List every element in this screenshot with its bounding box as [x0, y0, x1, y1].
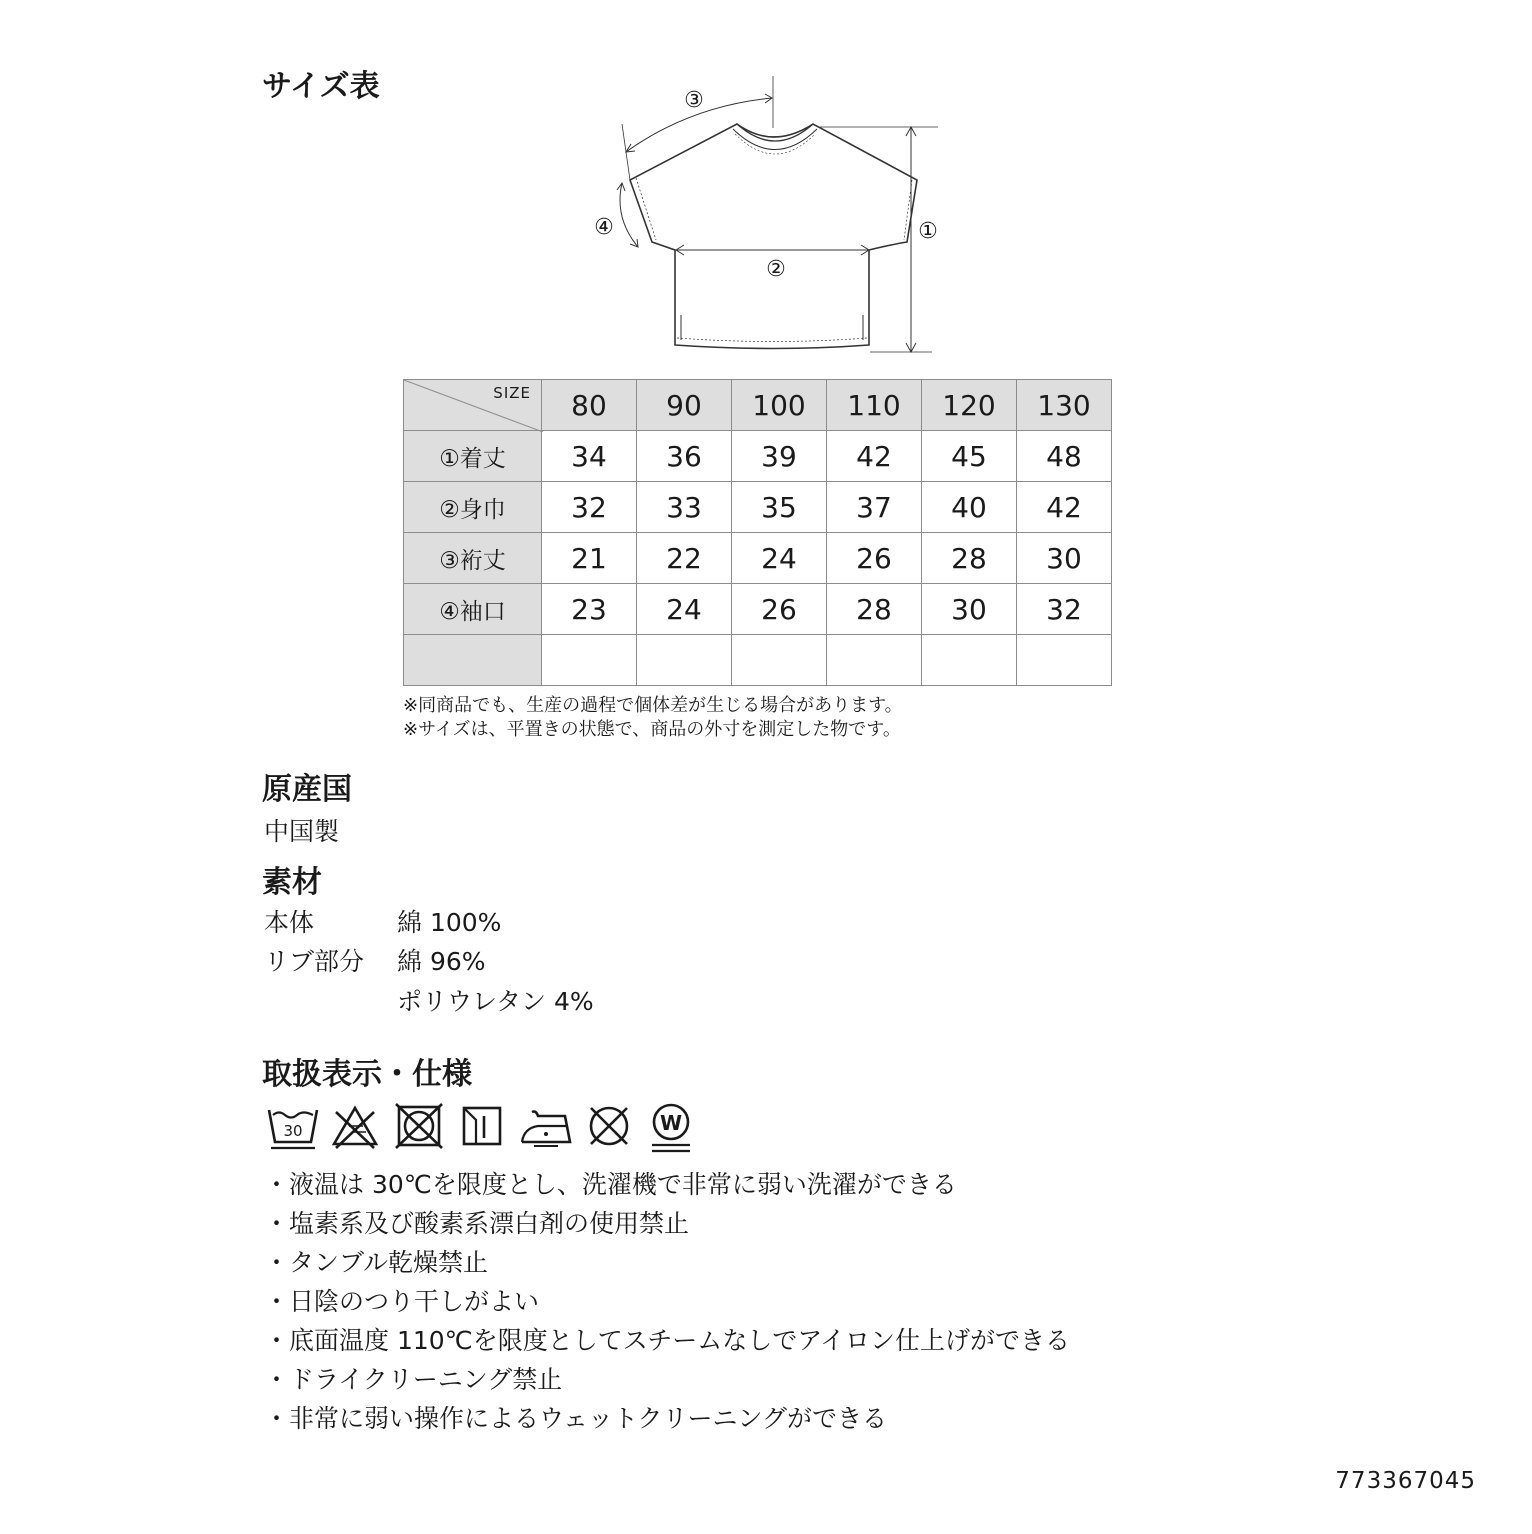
material-title: 素材 — [262, 865, 322, 900]
table-cell: 35 — [732, 482, 827, 533]
table-cell: 34 — [542, 431, 637, 482]
material-value-rib-2: ポリウレタン 4% — [397, 987, 594, 1016]
origin-title: 原産国 — [262, 772, 352, 807]
table-cell: 36 — [637, 431, 732, 482]
marker-1: ① — [918, 219, 938, 244]
list-item: ・底面温度 110℃を限度としてスチームなしでアイロン仕上げができる — [264, 1326, 1070, 1355]
row-label — [404, 635, 542, 686]
list-item: ・塩素系及び酸素系漂白剤の使用禁止 — [264, 1209, 690, 1238]
product-code: 773367045 — [1335, 1468, 1476, 1494]
wash-temp-label: 30 — [283, 1122, 303, 1140]
care-icons — [266, 1102, 696, 1152]
corner-cell — [404, 380, 542, 431]
row-label: ②身巾 — [404, 482, 542, 533]
size-header-cell: 80 — [542, 380, 637, 431]
wet-clean-label: W — [659, 1111, 683, 1135]
size-table — [403, 379, 1112, 686]
size-header-cell: 130 — [1017, 380, 1112, 431]
wet-clean-gentle-icon — [648, 1102, 694, 1158]
table-cell: 48 — [1017, 431, 1112, 482]
size-header-cell: 100 — [732, 380, 827, 431]
material-label-rib: リブ部分 — [264, 947, 365, 976]
material-value-rib-1: 綿 96% — [397, 947, 486, 976]
table-cell — [732, 635, 827, 686]
table-cell: 21 — [542, 533, 637, 584]
size-header-cell: 120 — [922, 380, 1017, 431]
no-tumble-dry-icon — [394, 1102, 444, 1150]
table-row — [404, 431, 1112, 482]
table-cell — [1017, 635, 1112, 686]
collar-line — [737, 124, 813, 141]
list-item: ・ドライクリーニング禁止 — [264, 1365, 563, 1394]
table-cell: 39 — [732, 431, 827, 482]
size-chart-title: サイズ表 — [262, 69, 380, 104]
row-label: ①着丈 — [404, 431, 542, 482]
garment-outline — [630, 124, 917, 349]
origin-value: 中国製 — [264, 817, 340, 846]
marker-3: ③ — [684, 88, 704, 113]
corner-label: SIZE — [493, 384, 531, 402]
table-cell: 26 — [827, 533, 922, 584]
table-row — [404, 635, 1112, 686]
iron-low-no-steam-icon — [518, 1102, 574, 1150]
shade-line-dry-icon — [460, 1102, 504, 1150]
care-title: 取扱表示・仕様 — [262, 1057, 472, 1092]
garment-measurement-diagram — [586, 74, 956, 364]
table-cell: 32 — [542, 482, 637, 533]
care-instructions — [264, 1165, 1070, 1438]
table-cell: 24 — [637, 584, 732, 635]
table-cell: 26 — [732, 584, 827, 635]
table-cell — [827, 635, 922, 686]
no-dry-clean-icon — [584, 1102, 634, 1150]
table-cell: 23 — [542, 584, 637, 635]
wash-tub-30-icon — [266, 1102, 320, 1150]
size-header-row — [404, 380, 1112, 431]
table-cell: 45 — [922, 431, 1017, 482]
size-notes — [403, 694, 903, 742]
material-label-body: 本体 — [264, 908, 315, 937]
size-header-cell: 110 — [827, 380, 922, 431]
row-label: ④袖口 — [404, 584, 542, 635]
note-line: ※サイズは、平置きの状態で、商品の外寸を測定した物です。 — [403, 719, 901, 740]
no-bleach-icon — [330, 1102, 380, 1150]
list-item: ・液温は 30℃を限度とし、洗濯機で非常に弱い洗濯ができる — [264, 1170, 957, 1199]
table-row — [404, 584, 1112, 635]
table-cell: 30 — [1017, 533, 1112, 584]
table-cell: 33 — [637, 482, 732, 533]
table-cell: 37 — [827, 482, 922, 533]
row-label: ③裄丈 — [404, 533, 542, 584]
table-cell — [637, 635, 732, 686]
size-header-cell: 90 — [637, 380, 732, 431]
table-cell: 40 — [922, 482, 1017, 533]
list-item: ・非常に弱い操作によるウェットクリーニングができる — [264, 1404, 888, 1433]
table-cell: 30 — [922, 584, 1017, 635]
list-item: ・タンブル乾燥禁止 — [264, 1248, 489, 1277]
table-cell: 32 — [1017, 584, 1112, 635]
collar-inner-1 — [733, 129, 817, 150]
table-cell: 28 — [827, 584, 922, 635]
table-cell: 28 — [922, 533, 1017, 584]
table-cell: 22 — [637, 533, 732, 584]
marker-2: ② — [766, 257, 786, 282]
marker-4: ④ — [594, 215, 614, 240]
table-cell: 42 — [827, 431, 922, 482]
table-row — [404, 482, 1112, 533]
list-item: ・日陰のつり干しがよい — [264, 1287, 540, 1316]
table-cell: 42 — [1017, 482, 1112, 533]
note-line: ※同商品でも、生産の過程で個体差が生じる場合があります。 — [403, 695, 903, 716]
table-row — [404, 533, 1112, 584]
table-cell: 24 — [732, 533, 827, 584]
material-value-body: 綿 100% — [397, 908, 502, 937]
table-cell — [542, 635, 637, 686]
table-cell — [922, 635, 1017, 686]
